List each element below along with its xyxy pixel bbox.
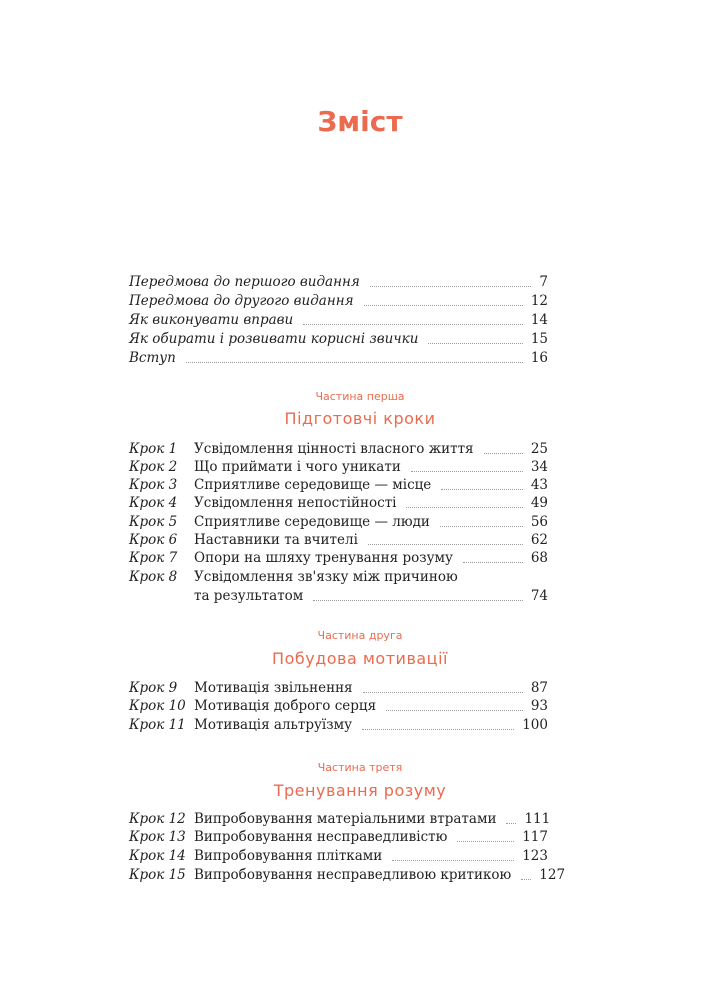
toc-page-number: 68 bbox=[530, 550, 548, 566]
part-title: Побудова мотивації bbox=[272, 649, 448, 668]
toc-entry-title: Передмова до другого видання bbox=[129, 293, 354, 309]
toc-page-number: 62 bbox=[530, 532, 548, 548]
dot-leader bbox=[303, 324, 523, 325]
dot-leader bbox=[406, 507, 522, 508]
dot-leader bbox=[411, 471, 523, 472]
dot-leader bbox=[440, 526, 523, 527]
toc-step-entry[interactable] bbox=[129, 531, 548, 550]
page-title: Зміст bbox=[317, 105, 403, 138]
step-title: Випробовування несправедливою критикою bbox=[194, 867, 512, 883]
toc-entry[interactable] bbox=[129, 273, 548, 292]
toc-step-entry[interactable] bbox=[129, 828, 548, 847]
step-label: Крок 14 bbox=[129, 848, 186, 864]
toc-page-number: 56 bbox=[530, 514, 548, 530]
toc-entry[interactable] bbox=[129, 349, 548, 368]
step-label: Крок 7 bbox=[129, 550, 178, 566]
toc-step-entry[interactable] bbox=[129, 440, 548, 459]
toc-page-number: 12 bbox=[530, 293, 548, 309]
part-title: Тренування розуму bbox=[273, 781, 447, 800]
step-title: Що приймати і чого уникати bbox=[194, 459, 401, 475]
step-label: Крок 12 bbox=[129, 811, 186, 827]
toc-step-entry[interactable] bbox=[129, 679, 548, 698]
toc-page-number: 25 bbox=[530, 441, 548, 457]
toc-step-entry[interactable] bbox=[129, 494, 548, 513]
step-title: Усвідомлення цінності власного життя bbox=[194, 441, 474, 457]
dot-leader bbox=[386, 710, 523, 711]
part-label: Частина перша bbox=[315, 390, 405, 403]
toc-page-number: 16 bbox=[530, 350, 548, 366]
toc-page-number: 100 bbox=[522, 717, 548, 733]
dot-leader bbox=[463, 562, 523, 563]
toc-step-entry-continued[interactable] bbox=[129, 587, 548, 606]
part-label: Частина друга bbox=[317, 629, 403, 642]
step-title: Усвідомлення непостійності bbox=[194, 495, 397, 511]
part-label: Частина третя bbox=[317, 761, 403, 774]
toc-page-number: 127 bbox=[539, 867, 566, 883]
step-title: Випробовування несправедливістю bbox=[194, 829, 448, 845]
step-title-continued: та результатом bbox=[194, 588, 304, 604]
step-label: Крок 13 bbox=[129, 829, 186, 845]
toc-entry[interactable] bbox=[129, 330, 548, 349]
toc-page-number: 15 bbox=[530, 331, 548, 347]
dot-leader bbox=[364, 305, 523, 306]
toc-step-entry[interactable] bbox=[129, 513, 548, 532]
step-title: Мотивація звільнення bbox=[194, 680, 353, 696]
step-title: Наставники та вчителі bbox=[194, 532, 358, 548]
step-label: Крок 6 bbox=[129, 532, 178, 548]
toc-page-number: 43 bbox=[530, 477, 548, 493]
dot-leader bbox=[428, 343, 522, 344]
step-label: Крок 11 bbox=[129, 717, 186, 733]
dot-leader bbox=[368, 544, 523, 545]
step-label: Крок 10 bbox=[129, 698, 186, 714]
toc-step-entry[interactable] bbox=[129, 847, 548, 866]
toc-step-entry[interactable] bbox=[129, 458, 548, 477]
dot-leader bbox=[521, 879, 531, 880]
step-label: Крок 9 bbox=[129, 680, 178, 696]
toc-step-entry[interactable] bbox=[129, 716, 548, 735]
step-title: Мотивація доброго серця bbox=[194, 698, 377, 714]
toc-step-entry[interactable] bbox=[129, 697, 548, 716]
toc-page-number: 123 bbox=[522, 848, 548, 864]
step-title: Сприятливе середовище — люди bbox=[194, 514, 430, 530]
dot-leader bbox=[484, 453, 523, 454]
dot-leader bbox=[363, 692, 523, 693]
step-title: Випробовування плітками bbox=[194, 848, 383, 864]
part-title: Підготовчі кроки bbox=[284, 409, 436, 428]
step-label: Крок 5 bbox=[129, 514, 178, 530]
toc-page-number: 93 bbox=[530, 698, 548, 714]
toc-entry-title: Як виконувати вправи bbox=[129, 312, 294, 328]
step-label: Крок 1 bbox=[129, 441, 178, 457]
toc-page-number: 87 bbox=[530, 680, 548, 696]
toc-entry-title: Вступ bbox=[129, 350, 176, 366]
toc-page-number: 117 bbox=[522, 829, 548, 845]
step-title: Усвідомлення зв'язку між причиною bbox=[194, 569, 458, 585]
toc-entry-title: Як обирати і розвивати корисні звички bbox=[129, 331, 419, 347]
step-label: Крок 15 bbox=[129, 867, 186, 883]
dot-leader bbox=[362, 729, 514, 730]
toc-step-entry[interactable] bbox=[129, 810, 551, 829]
toc-entry[interactable] bbox=[129, 292, 548, 311]
step-title: Опори на шляху тренування розуму bbox=[194, 550, 453, 566]
toc-step-entry[interactable] bbox=[129, 476, 548, 495]
toc-page-number: 7 bbox=[539, 274, 548, 290]
dot-leader bbox=[457, 841, 514, 842]
toc-page-number: 49 bbox=[530, 495, 548, 511]
toc-entry-title: Передмова до першого видання bbox=[129, 274, 360, 290]
dot-leader bbox=[441, 489, 523, 490]
toc-page-number: 14 bbox=[530, 312, 548, 328]
step-label: Крок 2 bbox=[129, 459, 178, 475]
toc-step-entry[interactable] bbox=[129, 568, 548, 587]
step-title: Сприятливе середовище — місце bbox=[194, 477, 432, 493]
dot-leader bbox=[506, 823, 516, 824]
dot-leader bbox=[313, 600, 523, 601]
dot-leader bbox=[186, 362, 523, 363]
step-label: Крок 3 bbox=[129, 477, 178, 493]
step-title: Випробовування матеріальними втратами bbox=[194, 811, 497, 827]
step-title: Мотивація альтруїзму bbox=[194, 717, 353, 733]
toc-page-number: 74 bbox=[530, 588, 548, 604]
toc-entry[interactable] bbox=[129, 311, 548, 330]
toc-page-number: 34 bbox=[530, 459, 548, 475]
toc-step-entry[interactable] bbox=[129, 549, 548, 568]
dot-leader bbox=[370, 286, 532, 287]
toc-step-entry[interactable] bbox=[129, 866, 566, 885]
toc-page-number: 111 bbox=[524, 811, 551, 827]
dot-leader bbox=[392, 860, 514, 861]
step-label: Крок 4 bbox=[129, 495, 178, 511]
step-label: Крок 8 bbox=[129, 569, 178, 585]
